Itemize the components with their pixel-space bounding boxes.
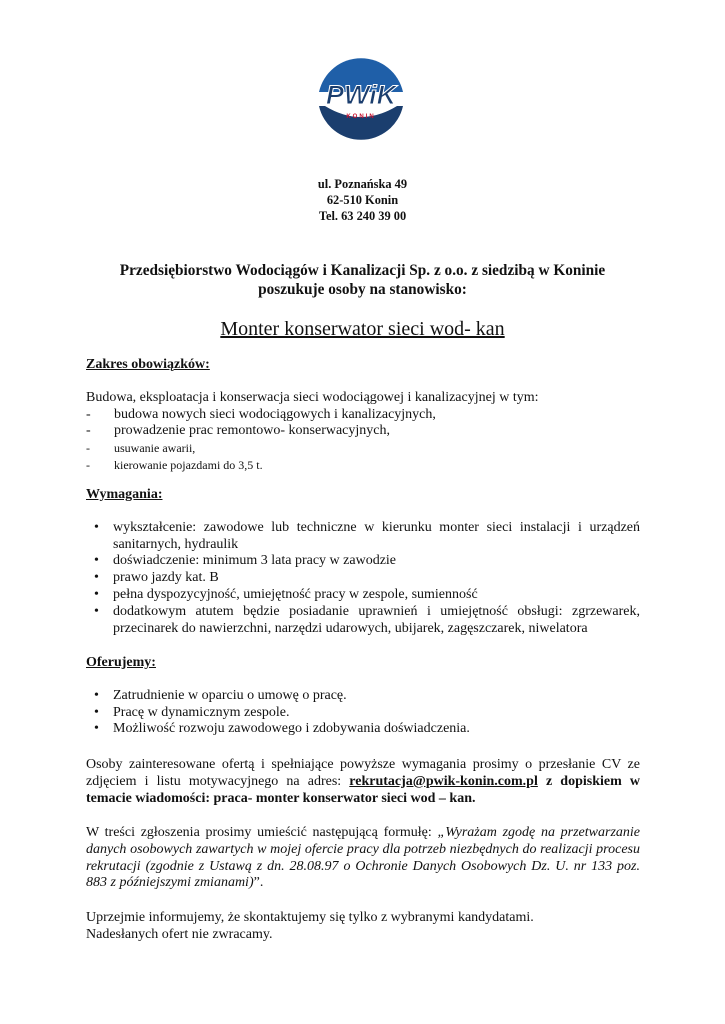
consent-text: W treści zgłoszenia prosimy umieścić następującą formułę: bbox=[86, 825, 438, 840]
address-phone: Tel. 63 240 39 00 bbox=[318, 209, 407, 223]
intro-heading bbox=[60, 261, 665, 299]
duty-item: - prowadzenie prac remontowo- konserwacyjnych, bbox=[86, 423, 640, 440]
job-title: Monter konserwator sieci wod- kan bbox=[220, 318, 505, 340]
closing-line-1: Uprzejmie informujemy, że skontaktujemy się tylko z wybranymi kandydatami. bbox=[86, 910, 534, 925]
offer-section bbox=[86, 655, 640, 738]
offer-list bbox=[86, 688, 640, 738]
requirement-item: • pełna dyspozycyjność, umiejętność pracy w zespole, sumienność bbox=[86, 587, 640, 604]
duties-list bbox=[86, 407, 640, 474]
requirements-heading: Wymagania: bbox=[86, 487, 163, 502]
consent-paragraph bbox=[86, 825, 640, 892]
logo-wordmark: PWiK bbox=[325, 80, 397, 110]
application-subject-note: z dopiskiem w temacie wiadomości: praca- monter konserwator sieci wod – kan. bbox=[86, 773, 640, 806]
intro-line-2: poszukuje osoby na stanowisko: bbox=[258, 281, 467, 298]
requirement-item: • wykształcenie: zawodowe lub techniczne w kierunku monter sieci instalacji i urządzeń sanitarnych, hydraulik bbox=[86, 520, 640, 554]
address-street: ul. Poznańska 49 bbox=[317, 177, 408, 191]
offer-heading: Oferujemy: bbox=[86, 655, 156, 670]
duty-item: - usuwanie awarii, bbox=[86, 440, 640, 457]
requirement-item: • dodatkowym atutem będzie posiadanie uprawnień i umiejętność obsługi: zgrzewarek, przecinarek do nawierzchni, narzędzi udarowych, ubijarek, zagęszczarek, niwelatora bbox=[86, 604, 640, 638]
requirements-section bbox=[86, 487, 640, 637]
company-address bbox=[0, 176, 725, 224]
duties-heading: Zakres obowiązków: bbox=[86, 357, 210, 372]
recruitment-email-link[interactable]: rekrutacja@pwik-konin.com.pl bbox=[349, 773, 538, 789]
application-text: Osoby zainteresowane ofertą i spełniające powyższe wymagania prosimy o przesłanie CV ze zdjęciem i listu motywacyjnego na adres: bbox=[86, 757, 640, 789]
pwik-logo-graphic bbox=[313, 52, 409, 148]
requirements-list bbox=[86, 520, 640, 638]
duty-item: - budowa nowych sieci wodociągowych i kanalizacyjnych, bbox=[86, 407, 640, 424]
address-city: 62-510 Konin bbox=[326, 193, 399, 207]
pwik-logo bbox=[313, 52, 409, 148]
application-paragraph bbox=[86, 757, 640, 807]
duties-section bbox=[86, 357, 640, 474]
duties-lead: Budowa, eksploatacja i konserwacja sieci wodociągowej i kanalizacyjnej w tym: bbox=[86, 389, 539, 405]
consent-formula: „Wyrażam zgodę na przetwarzanie danych osobowych zawartych w mojej ofercie pracy dla potrzeb niezbędnych do realizacji procesu rekrutacji (zgodnie z Ustawą z dn. 28.08.97 o Ochronie Danych Osobowych Dz. U. nr 133 poz. 883 z późniejszymi zmianami) bbox=[86, 825, 640, 891]
offer-item: • Zatrudnienie w oparciu o umowę o pracę. bbox=[86, 688, 640, 705]
closing-paragraph bbox=[86, 910, 640, 944]
requirement-item: • prawo jazdy kat. B bbox=[86, 570, 640, 587]
offer-item: • Możliwość rozwoju zawodowego i zdobywania doświadczenia. bbox=[86, 721, 640, 738]
duty-item: - kierowanie pojazdami do 3,5 t. bbox=[86, 457, 640, 474]
intro-line-1: Przedsiębiorstwo Wodociągów i Kanalizacji Sp. z o.o. z siedzibą w Koninie bbox=[119, 262, 606, 279]
closing-line-2: Nadesłanych ofert nie zwracamy. bbox=[86, 926, 273, 942]
requirement-item: • doświadczenie: minimum 3 lata pracy w zawodzie bbox=[86, 553, 640, 570]
offer-item: • Pracę w dynamicznym zespole. bbox=[86, 705, 640, 722]
consent-closing-quote: ”. bbox=[253, 875, 264, 891]
logo-subtext: KONIN bbox=[346, 114, 376, 120]
